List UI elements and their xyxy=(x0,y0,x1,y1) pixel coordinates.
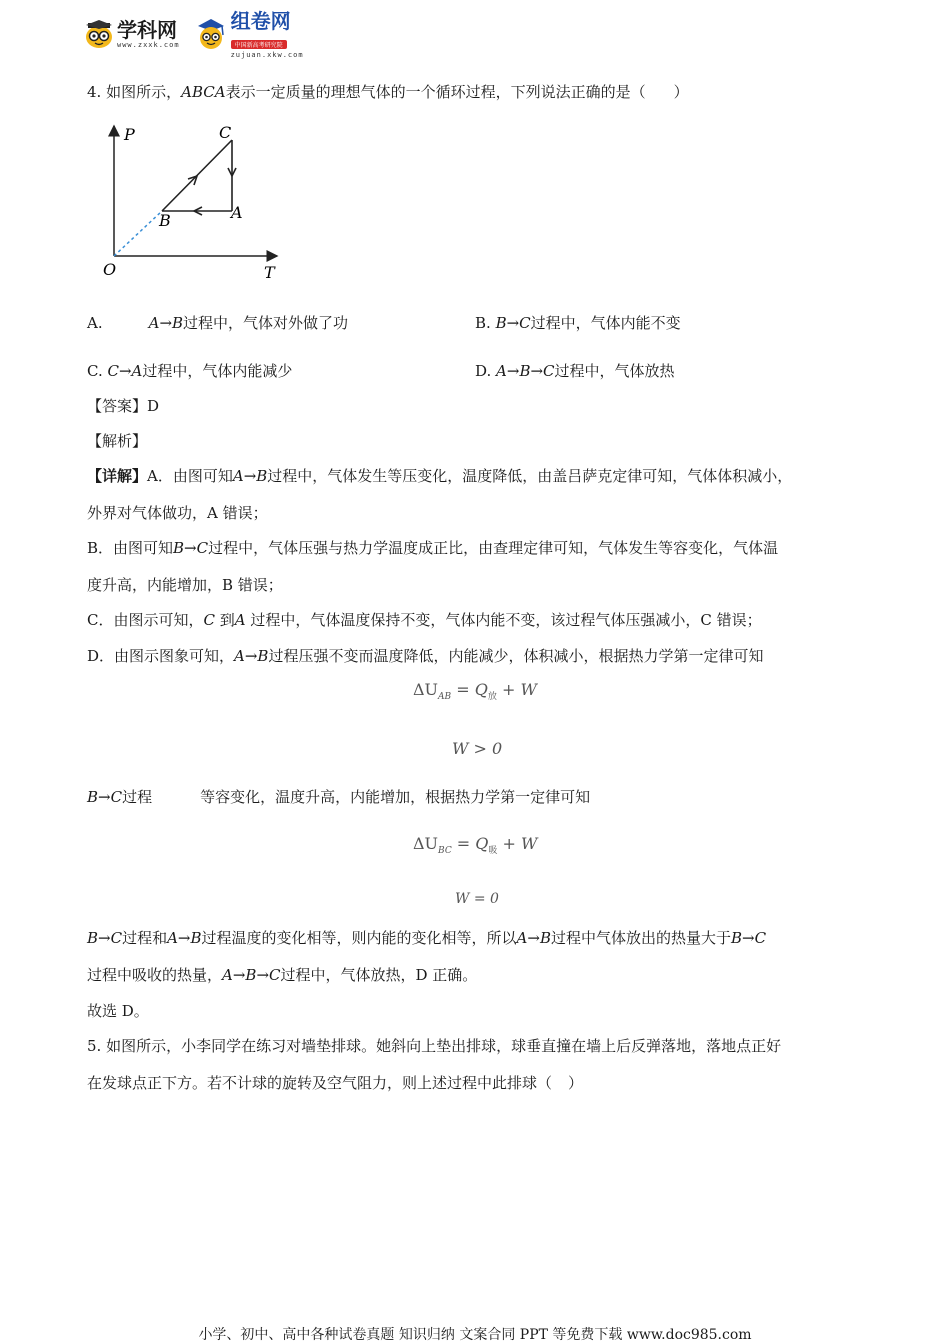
detail-l1-proc: A→B xyxy=(232,467,268,485)
pt-graph xyxy=(92,118,292,286)
detail-line-10: 故选 D。 xyxy=(87,1002,149,1020)
logo2-badge: 中国新高考研究院 xyxy=(231,40,287,49)
detail-l8-c: 过程中气体放出的热量大于 xyxy=(550,929,731,947)
f1-lhs: ΔU xyxy=(413,680,439,699)
f3-lhs: ΔU xyxy=(413,834,439,853)
option-a-text: 过程中，气体对外做了功 xyxy=(183,314,349,332)
q4-stem-post: 表示一定质量的理想气体的一个循环过程，下列说法正确的是（ xyxy=(225,83,646,101)
point-c-label: C xyxy=(219,123,232,142)
option-b-text: 过程中，气体内能不变 xyxy=(530,314,681,332)
detail-l8-proc1: B→C xyxy=(87,929,123,947)
f3-sub: BC xyxy=(438,846,452,856)
detail-l8-proc4: B→C xyxy=(731,929,767,947)
point-a-label: A xyxy=(231,203,243,222)
detail-l7-proc: B→C xyxy=(87,788,123,806)
option-d-text: 过程中，气体放热 xyxy=(554,362,675,380)
mascot-icon xyxy=(194,17,228,51)
f3-eq: = Q xyxy=(451,834,489,853)
detail-line-7 xyxy=(87,787,590,807)
formula-2: W > 0 xyxy=(452,739,503,758)
detail-l7-a: 过程 xyxy=(122,788,153,806)
option-c-label: C. xyxy=(87,362,103,380)
f1-eq: = Q xyxy=(451,680,488,699)
origin-label: O xyxy=(103,260,117,279)
option-a-label: A. xyxy=(87,314,103,332)
answer-line xyxy=(87,396,159,416)
f1-rhs: + W xyxy=(496,680,537,699)
q4-number: 4. xyxy=(87,83,102,101)
detail-l6-a: D．由图示图象可知， xyxy=(87,647,235,665)
detail-line-6 xyxy=(87,646,763,666)
detail-l8-proc3: A→B xyxy=(516,929,551,947)
detail-l6-proc: A→B xyxy=(234,647,269,665)
logo-zujuanwang[interactable] xyxy=(194,10,304,59)
option-b[interactable] xyxy=(475,313,681,333)
detail-l3-a: B．由图可知 xyxy=(87,539,174,557)
f1-qsub: 放 xyxy=(487,692,497,702)
f3-qsub: 吸 xyxy=(488,846,498,856)
page-footer: 小学、初中、高中各种试卷真题 知识归纳 文案合同 PPT 等免费下载 www.doc985.com xyxy=(198,1327,752,1343)
q4-stem xyxy=(87,82,689,102)
option-b-label: B. xyxy=(475,314,491,332)
detail-l3-proc: B→C xyxy=(173,539,209,557)
detail-line-4: 度升高，内能增加，B 错误； xyxy=(87,576,283,594)
detail-l7-b: 等容变化，温度升高，内能增加，根据热力学第一定律可知 xyxy=(200,788,591,806)
detail-l5-a: C．由图示可知， xyxy=(87,611,204,629)
detail-l5-c: C xyxy=(203,611,215,629)
detail-l8-a: 过程和 xyxy=(122,929,168,947)
detail-l6-b: 过程压强不变而温度降低，内能减少，体积减小，根据热力学第一定律可知 xyxy=(268,647,764,665)
formula-4: W = 0 xyxy=(455,891,499,907)
detail-l3-b: 过程中，气体压强与热力学温度成正比，由查理定律可知，气体发生等容变化，气体温 xyxy=(208,539,779,557)
detail-l5-a2: A xyxy=(234,611,246,629)
option-a[interactable] xyxy=(87,313,348,333)
option-d-label: D. xyxy=(475,362,492,380)
detail-l9-b: 过程中，气体放热，D 正确。 xyxy=(280,966,478,984)
logo-xuekewang[interactable] xyxy=(84,19,180,49)
formula-3 xyxy=(413,834,537,856)
detail-tag: 【详解】 xyxy=(87,467,148,485)
q4-stem-end: ） xyxy=(673,83,689,101)
detail-l9-a: 过程中吸收的热量， xyxy=(87,966,223,984)
logo1-name: 学科网 xyxy=(117,18,177,42)
detail-l8-b: 过程温度的变化相等，则内能的变化相等，所以 xyxy=(201,929,517,947)
owl-mascot-icon xyxy=(84,19,114,49)
option-c-proc: C→A xyxy=(107,362,143,380)
detail-line-3 xyxy=(87,538,778,558)
f1-sub: AB xyxy=(438,692,452,702)
q4-stem-var: ABCA xyxy=(181,83,226,101)
formula-1 xyxy=(413,680,537,702)
option-b-proc: B→C xyxy=(495,314,531,332)
q5-line-2-end: ） xyxy=(568,1074,584,1092)
q4-stem-pre: 如图所示， xyxy=(106,83,182,101)
option-d-proc: A→B→C xyxy=(496,362,555,380)
option-a-proc: A→B xyxy=(148,314,184,332)
logo2-name: 组卷网 xyxy=(230,8,291,33)
analysis-tag: 【解析】 xyxy=(87,432,148,450)
detail-line-2: 外界对气体做功，A 错误； xyxy=(87,504,268,522)
option-c-text: 过程中，气体内能减少 xyxy=(142,362,293,380)
logo2-url: zujuan.xkw.com xyxy=(230,50,304,59)
detail-l1-b: 过程中，气体发生等压变化，温度降低，由盖吕萨克定律可知，气体体积减小， xyxy=(267,467,793,485)
p-axis-label: P xyxy=(124,125,135,144)
detail-l1-a: A．由图可知 xyxy=(147,467,233,485)
header-logos xyxy=(84,8,318,59)
answer-value: D xyxy=(147,397,160,415)
detail-line-5 xyxy=(87,610,762,630)
option-d[interactable] xyxy=(475,361,675,381)
detail-l8-proc2: A→B xyxy=(167,929,202,947)
logo1-url: www.zxxk.com xyxy=(117,41,180,49)
f3-rhs: + W xyxy=(497,834,538,853)
q5-line-2 xyxy=(87,1073,583,1093)
detail-l9-proc: A→B→C xyxy=(222,966,281,984)
q5-line-2-text: 在发球点正下方。若不计球的旋转及空气阻力，则上述过程中此排球（ xyxy=(87,1074,553,1092)
dashed-extension xyxy=(114,211,162,256)
point-b-label: B xyxy=(159,211,171,230)
detail-l5-b: 到 xyxy=(219,611,235,629)
detail-line-9 xyxy=(87,965,477,985)
detail-line-1 xyxy=(87,466,792,486)
option-c[interactable] xyxy=(87,361,292,381)
answer-tag: 【答案】 xyxy=(87,397,148,415)
detail-l5-d: 过程中，气体温度保持不变，气体内能不变，该过程气体压强减小，C 错误； xyxy=(250,611,762,629)
t-axis-label: T xyxy=(264,263,275,282)
detail-line-8 xyxy=(87,928,766,948)
q5-line-1: 5. 如图所示，小李同学在练习对墙垫排球。她斜向上垫出排球，球垂直撞在墙上后反弹落地，落地点正好 xyxy=(87,1037,782,1055)
